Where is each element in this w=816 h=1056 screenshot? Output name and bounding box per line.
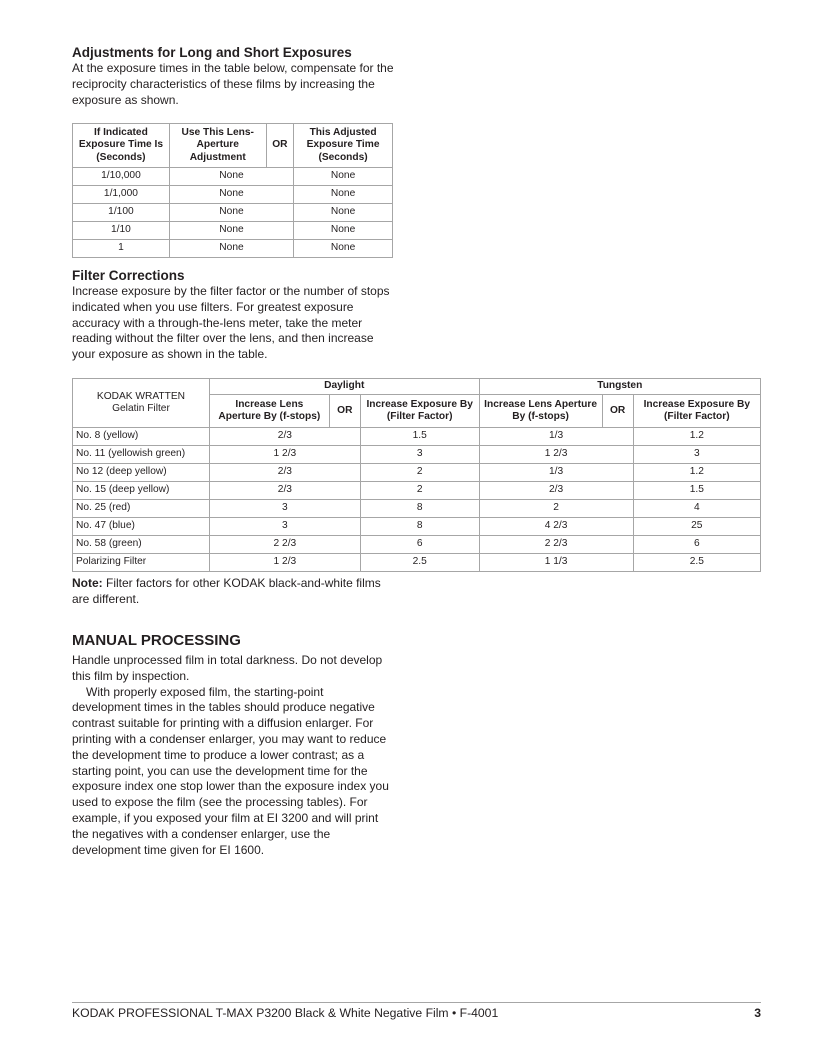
filter-row: [73, 536, 761, 554]
reciprocity-row: [73, 186, 393, 204]
filter-cell-name: No. 8 (yellow): [73, 428, 210, 446]
filter-cell-name: No 12 (deep yellow): [73, 464, 210, 482]
reciprocity-cell-time: 1: [73, 240, 170, 258]
filter-row: [73, 482, 761, 500]
filter-heading: Filter Corrections: [72, 268, 185, 283]
filter-cell-name: Polarizing Filter: [73, 554, 210, 572]
reciprocity-cell-aperture: None: [169, 168, 293, 186]
tungsten-cell-factor: 6: [633, 536, 760, 554]
reciprocity-row: [73, 240, 393, 258]
filter-note: [72, 576, 394, 608]
reciprocity-cell-adjusted: None: [294, 186, 393, 204]
tungsten-cell-factor: 1.2: [633, 428, 760, 446]
tungsten-cell-factor: 25: [633, 518, 760, 536]
processing-paragraph-2: With properly exposed film, the starting-point development times in the tables should produce negative contrast suitable for printing with a diffusion enlarger. For printing with a condenser enlarger, you may want to reduce the development time to produce a lower contrast; as a starting point, you can use the development time for the exposure index one stop lower than the exposure index you used to expose the film (see the processing tables). For example, if you exposed your film at EI 3200 and will print the negatives with a condenser enlarger, use the development time given for EI 1600.: [72, 684, 389, 857]
filter-row: [73, 464, 761, 482]
reciprocity-header-row: [73, 124, 393, 168]
reciprocity-cell-time: 1/10: [73, 222, 170, 240]
reciprocity-cell-time: 1/100: [73, 204, 170, 222]
daylight-cell-stops: 2/3: [209, 464, 360, 482]
daylight-col-factor: Increase Exposure By (Filter Factor): [360, 395, 479, 428]
reciprocity-col-adjusted: This Adjusted Exposure Time (Seconds): [294, 124, 393, 168]
tungsten-cell-stops: 2 2/3: [479, 536, 633, 554]
reciprocity-cell-adjusted: None: [294, 222, 393, 240]
filter-cell-name: No. 15 (deep yellow): [73, 482, 210, 500]
filter-header-row-1: [73, 379, 761, 395]
tungsten-col-stops: Increase Lens Aperture By (f-stops): [479, 395, 602, 428]
filter-section: [72, 267, 394, 363]
reciprocity-cell-adjusted: None: [294, 168, 393, 186]
filter-col-name: KODAK WRATTEN Gelatin Filter: [73, 379, 210, 428]
filter-text: Increase exposure by the filter factor or the number of stops indicated when you use filters. For greatest exposure accuracy with a through-the-lens meter, take the meter reading without the filter over the lens, and then increase your exposure as shown in the table.: [72, 284, 390, 362]
tungsten-cell-stops: 1/3: [479, 428, 633, 446]
reciprocity-cell-time: 1/10,000: [73, 168, 170, 186]
tungsten-cell-factor: 4: [633, 500, 760, 518]
filter-cell-name: No. 11 (yellowish green): [73, 446, 210, 464]
reciprocity-cell-aperture: None: [169, 186, 293, 204]
daylight-col-stops: Increase Lens Aperture By (f-stops): [209, 395, 329, 428]
reciprocity-cell-aperture: None: [169, 204, 293, 222]
footer-rule: [72, 1002, 761, 1003]
reciprocity-col-time: If Indicated Exposure Time Is (Seconds): [73, 124, 170, 168]
tungsten-col-factor: Increase Exposure By (Filter Factor): [633, 395, 760, 428]
daylight-col-or: OR: [329, 395, 360, 428]
daylight-cell-factor: 2.5: [360, 554, 479, 572]
reciprocity-row: [73, 204, 393, 222]
filter-row: [73, 428, 761, 446]
daylight-cell-factor: 2: [360, 464, 479, 482]
tungsten-cell-stops: 1/3: [479, 464, 633, 482]
daylight-cell-stops: 2/3: [209, 482, 360, 500]
daylight-cell-stops: 2 2/3: [209, 536, 360, 554]
daylight-cell-factor: 6: [360, 536, 479, 554]
filter-table: [72, 378, 761, 572]
reciprocity-cell-time: 1/1,000: [73, 186, 170, 204]
reciprocity-text: At the exposure times in the table below, compensate for the reciprocity characteristics of these films by increasing the exposure as shown.: [72, 61, 394, 107]
filter-row: [73, 446, 761, 464]
filter-row: [73, 518, 761, 536]
reciprocity-row: [73, 168, 393, 186]
tungsten-cell-factor: 2.5: [633, 554, 760, 572]
reciprocity-cell-adjusted: None: [294, 240, 393, 258]
daylight-cell-stops: 3: [209, 518, 360, 536]
tungsten-cell-factor: 3: [633, 446, 760, 464]
tungsten-col-or: OR: [602, 395, 633, 428]
reciprocity-col-aperture: Use This Lens-Aperture Adjustment: [169, 124, 266, 168]
filter-group-daylight: Daylight: [209, 379, 479, 395]
reciprocity-heading: Adjustments for Long and Short Exposures: [72, 45, 352, 60]
tungsten-cell-factor: 1.5: [633, 482, 760, 500]
reciprocity-cell-aperture: None: [169, 240, 293, 258]
daylight-cell-factor: 1.5: [360, 428, 479, 446]
reciprocity-section: [72, 44, 394, 108]
reciprocity-col-or: OR: [266, 124, 294, 168]
tungsten-cell-stops: 1 1/3: [479, 554, 633, 572]
reciprocity-cell-adjusted: None: [294, 204, 393, 222]
daylight-cell-stops: 1 2/3: [209, 446, 360, 464]
tungsten-cell-stops: 2/3: [479, 482, 633, 500]
daylight-cell-factor: 2: [360, 482, 479, 500]
filter-row: [73, 554, 761, 572]
footer-text: KODAK PROFESSIONAL T-MAX P3200 Black & White Negative Film • F-4001: [72, 1006, 499, 1020]
daylight-cell-factor: 8: [360, 518, 479, 536]
daylight-cell-stops: 3: [209, 500, 360, 518]
note-text: Filter factors for other KODAK black-and-white films are different.: [72, 576, 381, 606]
tungsten-cell-stops: 1 2/3: [479, 446, 633, 464]
processing-paragraph-1: Handle unprocessed film in total darkness. Do not develop this film by inspection.: [72, 653, 383, 683]
note-label: Note:: [72, 576, 103, 590]
tungsten-cell-stops: 4 2/3: [479, 518, 633, 536]
filter-cell-name: No. 47 (blue): [73, 518, 210, 536]
processing-section: [72, 631, 394, 858]
filter-row: [73, 500, 761, 518]
processing-heading: MANUAL PROCESSING: [72, 632, 241, 649]
filter-group-tungsten: Tungsten: [479, 379, 760, 395]
tungsten-cell-stops: 2: [479, 500, 633, 518]
page-number: 3: [754, 1006, 761, 1020]
filter-cell-name: No. 58 (green): [73, 536, 210, 554]
reciprocity-row: [73, 222, 393, 240]
daylight-cell-stops: 1 2/3: [209, 554, 360, 572]
daylight-cell-factor: 8: [360, 500, 479, 518]
daylight-cell-stops: 2/3: [209, 428, 360, 446]
filter-cell-name: No. 25 (red): [73, 500, 210, 518]
reciprocity-cell-aperture: None: [169, 222, 293, 240]
daylight-cell-factor: 3: [360, 446, 479, 464]
reciprocity-table: [72, 123, 393, 258]
tungsten-cell-factor: 1.2: [633, 464, 760, 482]
